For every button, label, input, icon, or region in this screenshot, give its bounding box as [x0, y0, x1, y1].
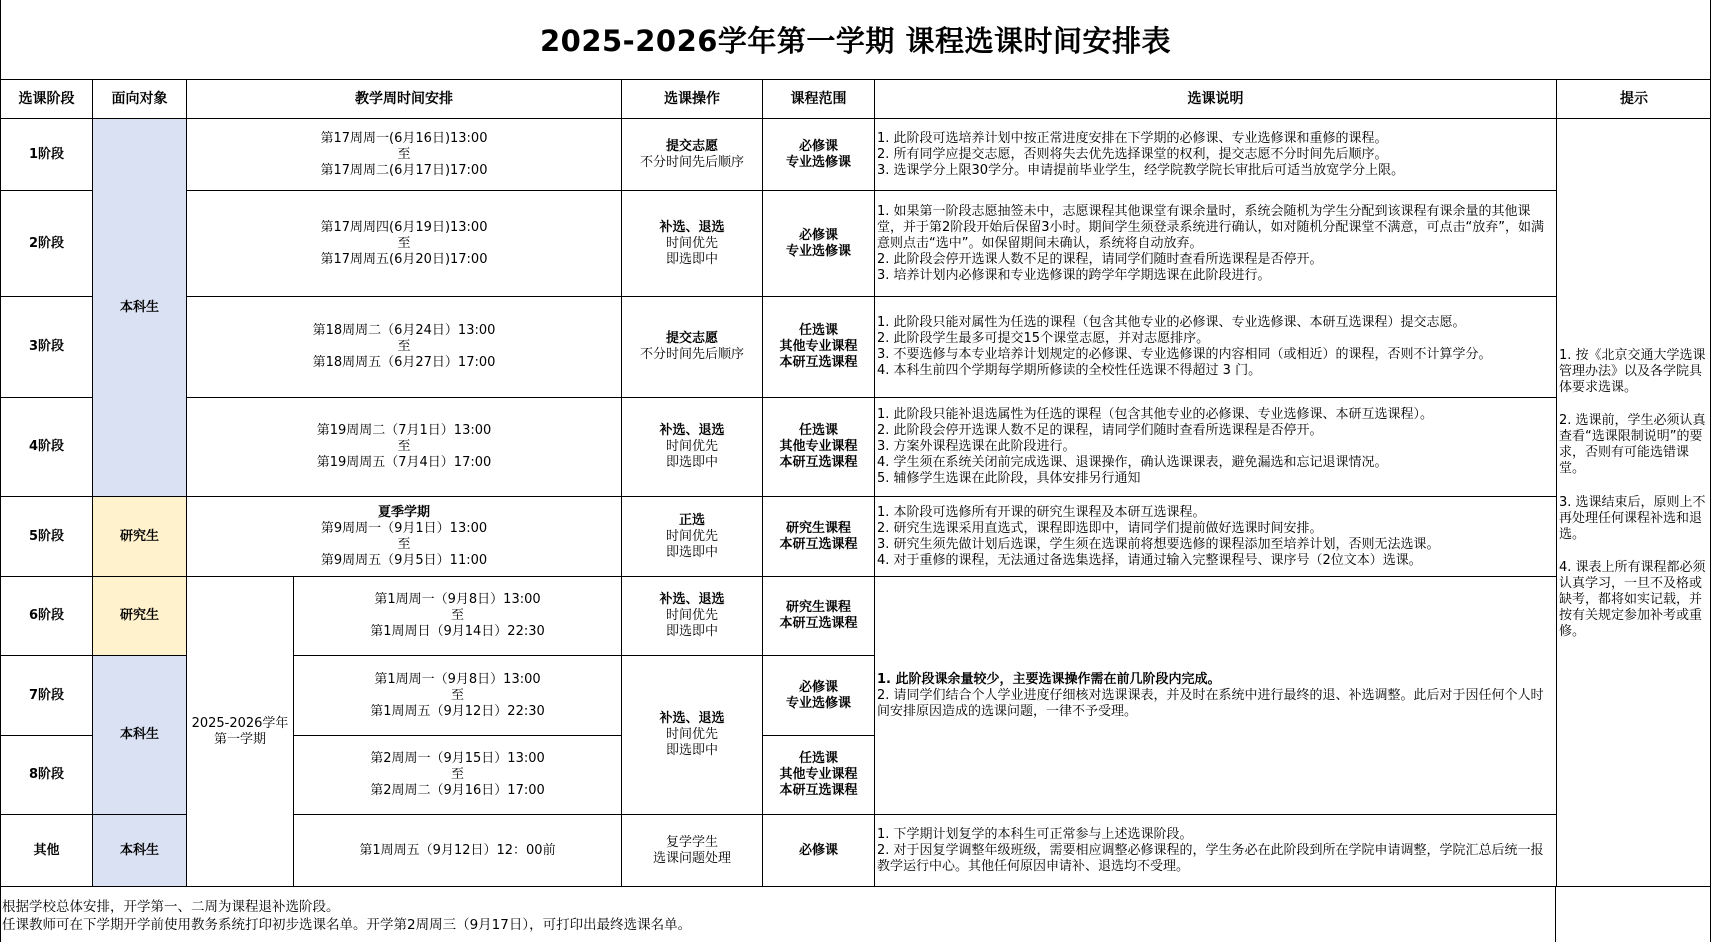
op-other: 复学学生 选课问题处理 [622, 815, 763, 887]
op-s6-main: 补选、退选 [659, 592, 725, 607]
semester-label: 2025-2026学年 第一学期 [187, 577, 294, 887]
scope-s5: 研究生课程 本研互选课程 [763, 497, 875, 577]
op-s78 [622, 656, 763, 815]
footer-line-1: 根据学校总体安排，开学第一、二周为课程退补选阶段。 [2, 899, 340, 915]
note-line: 4. 本科生前四个学期每学期所修读的全校性任选课不得超过 3 门。 [877, 363, 1262, 378]
note-line: 1. 此阶段可选培养计划中按正常进度安排在下学期的必修课、专业选修课和重修的课程。 [877, 130, 1388, 146]
table-row [1, 297, 1711, 398]
note-line: 1. 如果第一阶段志愿抽签未中，志愿课程其他课堂有课余量时，系统会随机为学生分配到该课程有课余量的其他课堂，并于第2阶段开始后保留3小时。期间学生须登录系统进行确认，如对随机分配课堂不满意，可点击“放弃”，如满意则点击“选中”。如保留期间未确认，系统将自动放弃。 [877, 203, 1545, 251]
tips-cell [1557, 119, 1711, 887]
stage-4: 4阶段 [1, 398, 93, 497]
stage-1: 1阶段 [1, 119, 93, 191]
header-time: 教学周时间安排 [187, 80, 622, 119]
time-s7: 第1周周一（9月8日）13:00 至 第1周周五（9月12日）22:30 [294, 656, 622, 736]
op-s1-sub: 不分时间先后顺序 [639, 154, 744, 170]
stage-7: 7阶段 [1, 656, 93, 736]
op-s3 [622, 297, 763, 398]
audience-grad-5: 研究生 [93, 497, 187, 577]
header-audience: 面向对象 [93, 80, 187, 119]
time-s4: 第19周周二（7月1日）13:00 至 第19周周五（7月4日）17:00 [187, 398, 622, 497]
note-line: 3. 不要选修与本专业培养计划规定的必修课、专业选修课的内容相同（或相近）的课程，否则不计算学分。 [877, 347, 1492, 362]
op-s3-sub: 不分时间先后顺序 [639, 347, 744, 362]
footer-line-2: 任课教师可在下学期开学前使用教务系统打印初步选课名单。开学第2周周三（9月17日），可打印出最终选课名单。 [2, 917, 692, 933]
stage-3: 3阶段 [1, 297, 93, 398]
footer-notes [2, 898, 1552, 934]
op-s78-sub: 时间优先 即选即中 [665, 727, 718, 758]
summer-term-label: 夏季学期 [377, 504, 430, 520]
notes-s5 [875, 497, 1557, 577]
note-line: 3. 方案外课程选课在此阶段进行。 [877, 439, 1076, 454]
op-s2-main: 补选、退选 [659, 219, 725, 235]
note-line: 1. 本阶段可选修所有开课的研究生课程及本研互选课程。 [877, 504, 1206, 520]
header-row [1, 80, 1711, 119]
table-row [1, 577, 1711, 656]
table-row [1, 398, 1711, 497]
op-s4 [622, 398, 763, 497]
time-s6: 第1周周一（9月8日）13:00 至 第1周周日（9月14日）22:30 [294, 577, 622, 656]
header-stage: 选课阶段 [1, 80, 93, 119]
op-s2-sub: 时间优先 即选即中 [665, 235, 718, 267]
audience-grad-6: 研究生 [93, 577, 187, 656]
scope-s1: 必修课 专业选修课 [763, 119, 875, 191]
audience-undergrad-other: 本科生 [93, 815, 187, 887]
op-s3-main: 提交志愿 [665, 331, 718, 346]
op-s5 [622, 497, 763, 577]
note-line: 2. 研究生选课采用直选式，课程即选即中，请同学们提前做好选课时间安排。 [877, 520, 1323, 536]
table-row [1, 497, 1711, 577]
note-line: 4. 对于重修的课程，无法通过备选集选择，请通过输入完整课程号、课序号（2位文本）选课。 [877, 552, 1422, 568]
stage-6: 6阶段 [1, 577, 93, 656]
note-line: 1. 此阶段课余量较少，主要选课操作需在前几阶段内完成。 [877, 671, 1221, 687]
note-line: 3. 选课学分上限30学分。申请提前毕业学生，经学院教学院长审批后可适当放宽学分上限。 [877, 162, 1405, 178]
op-s6-sub: 时间优先 即选即中 [665, 608, 718, 639]
stage-other: 其他 [1, 815, 93, 887]
footer-divider [1555, 886, 1556, 942]
op-s78-main: 补选、退选 [659, 711, 725, 726]
scope-s4: 任选课 其他专业课程 本研互选课程 [763, 398, 875, 497]
header-scope: 课程范围 [763, 80, 875, 119]
notes-s4 [875, 398, 1557, 497]
stage-2: 2阶段 [1, 191, 93, 297]
table-row [1, 191, 1711, 297]
op-s2 [622, 191, 763, 297]
notes-s1 [875, 119, 1557, 191]
note-line: 1. 此阶段只能对属性为任选的课程（包含其他专业的必修课、专业选修课、本研互选课程）提交志愿。 [877, 315, 1466, 330]
header-tips: 提示 [1557, 80, 1711, 119]
tip-2: 2. 选课前，学生必须认真查看“选课限制说明”的要求，否则有可能选错课堂。 [1559, 413, 1706, 476]
time-s2: 第17周周四(6月19日)13:00 至 第17周周五(6月20日)17:00 [187, 191, 622, 297]
op-s4-sub: 时间优先 即选即中 [665, 439, 718, 470]
audience-undergrad: 本科生 [93, 119, 187, 497]
header-notes: 选课说明 [875, 80, 1557, 119]
note-line: 2. 此阶段学生最多可提交15个课堂志愿，并对志愿排序。 [877, 331, 1210, 346]
op-s1 [622, 119, 763, 191]
tip-3: 3. 选课结束后，原则上不再处理任何课程补选和退选。 [1559, 494, 1706, 542]
scope-s7: 必修课 专业选修课 [763, 656, 875, 736]
op-s5-main: 正选 [678, 512, 705, 528]
scope-s8: 任选课 其他专业课程 本研互选课程 [763, 736, 875, 815]
table-row [1, 119, 1711, 191]
op-s1-main: 提交志愿 [665, 138, 718, 154]
notes-s3 [875, 297, 1557, 398]
time-s5 [187, 497, 622, 577]
note-line: 2. 此阶段会停开选课人数不足的课程，请同学们随时查看所选课程是否停开。 [877, 423, 1323, 438]
note-line: 1. 下学期计划复学的本科生可正常参与上述选课阶段。 [877, 826, 1193, 842]
stage-5: 5阶段 [1, 497, 93, 577]
stage-8: 8阶段 [1, 736, 93, 815]
audience-undergrad-78: 本科生 [93, 656, 187, 815]
note-line: 1. 此阶段只能补退选属性为任选的课程（包含其他专业的必修课、专业选修课、本研互选课程）。 [877, 407, 1434, 422]
op-s6 [622, 577, 763, 656]
scope-s2: 必修课 专业选修课 [763, 191, 875, 297]
scope-other: 必修课 [763, 815, 875, 887]
time-other: 第1周周五（9月12日）12：00前 [294, 815, 622, 887]
header-operation: 选课操作 [622, 80, 763, 119]
note-line: 2. 此阶段会停开选课人数不足的课程，请同学们随时查看所选课程是否停开。 [877, 251, 1323, 267]
time-s5-range: 第9周周一（9月1日）13:00 至 第9周周五（9月5日）11:00 [320, 520, 488, 568]
tip-1: 1. 按《北京交通大学选课管理办法》以及各学院具体要求选课。 [1559, 347, 1706, 395]
schedule-table [0, 79, 1711, 887]
op-s4-main: 补选、退选 [659, 423, 725, 438]
note-line: 5. 辅修学生选课在此阶段，具体安排另行通知 [877, 471, 1141, 486]
notes-s2 [875, 191, 1557, 297]
note-line: 2. 请同学们结合个人学业进度仔细核对选课课表，并及时在系统中进行最终的退、补选调整。此后对于因任何个人时间安排原因造成的选课问题，一律不予受理。 [877, 687, 1544, 719]
time-s1: 第17周周一(6月16日)13:00 至 第17周周二(6月17日)17:00 [187, 119, 622, 191]
time-s3: 第18周周二（6月24日）13:00 至 第18周周五（6月27日）17:00 [187, 297, 622, 398]
note-line: 4. 学生须在系统关闭前完成选课、退课操作，确认选课课表，避免漏选和忘记退课情况。 [877, 455, 1388, 470]
note-line: 2. 对于因复学调整年级班级，需要相应调整必修课程的，学生务必在此阶段到所在学院申请调整，学院汇总后统一报教学运行中心。其他任何原因申请补、退选均不受理。 [877, 842, 1544, 874]
notes-other [875, 815, 1557, 887]
note-line: 3. 研究生须先做计划后选课，学生须在选课前将想要选修的课程添加至培养计划，否则无法选课。 [877, 536, 1440, 552]
note-line: 2. 所有同学应提交志愿，否则将失去优先选择课堂的权利，提交志愿不分时间先后顺序。 [877, 146, 1388, 162]
scope-s6: 研究生课程 本研互选课程 [763, 577, 875, 656]
op-s5-sub: 时间优先 即选即中 [665, 528, 718, 560]
note-line: 3. 培养计划内必修课和专业选修课的跨学年学期选课在此阶段进行。 [877, 267, 1271, 283]
notes-s678 [875, 577, 1557, 815]
time-s8: 第2周周一（9月15日）13:00 至 第2周周二（9月16日）17:00 [294, 736, 622, 815]
tip-4: 4. 课表上所有课程都必须认真学习，一旦不及格或缺考，都将如实记载，并按有关规定参加补考或重修。 [1559, 560, 1706, 639]
scope-s3: 任选课 其他专业课程 本研互选课程 [763, 297, 875, 398]
page-title: 2025-2026学年第一学期 课程选课时间安排表 [0, 0, 1711, 80]
